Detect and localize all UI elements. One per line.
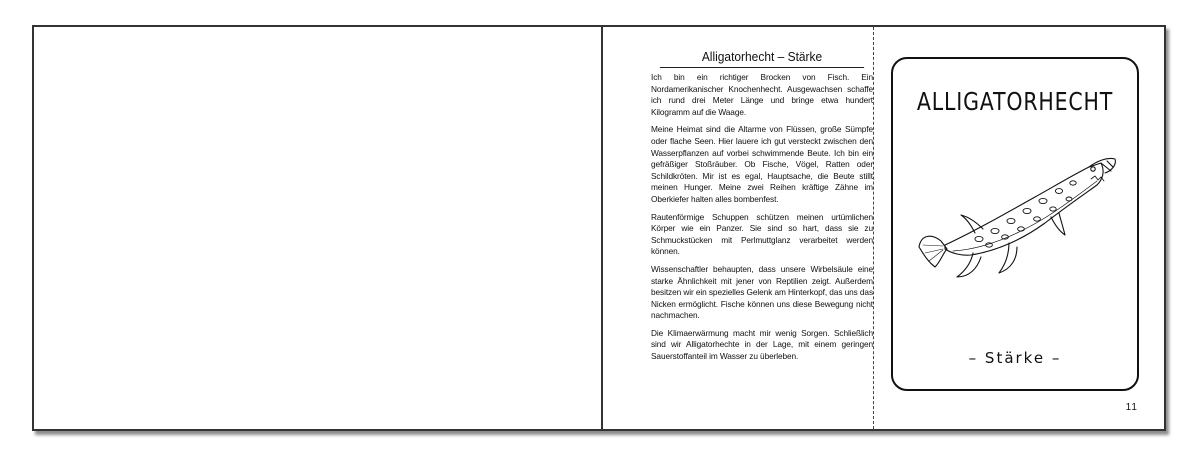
card-title: ALLIGATORHECHT xyxy=(916,87,1114,116)
article-paragraph: Meine Heimat sind die Altarme von Flüssen, große Sümpfe oder flache Seen. Hier lauere ich gut versteckt zwischen den Wasserpflanzen auf vorbei schwimmende Beute. Ich bin ein gefräßiger Stoßräuber. Ob Fische, Vögel, Ratten oder Schildkröten. Mir ist es egal, Hauptsache, die Beute stillt meinen Hunger. Meine zwei Reihen kräftige Zähne im Oberkiefer halten alles bombenfest. xyxy=(651,124,873,204)
open-book xyxy=(32,25,1166,431)
left-page-blank xyxy=(34,27,601,429)
article-paragraph: Die Klimaerwärmung macht mir wenig Sorgen. Schließlich sind wir Alligatorhechte in der Lage, mit einem geringen Sauerstoffanteil im Wasser zu überleben. xyxy=(651,327,873,362)
alligator-gar-illustration xyxy=(913,149,1121,309)
article-paragraph: Rautenförmige Schuppen schützen meinen urtümlichen Körper wie ein Panzer. Sie sind so hart, dass sie zu Schmuckstücken mit Perlmuttglanz verarbeitet werden können. xyxy=(651,211,873,257)
right-page xyxy=(603,27,1164,429)
dashed-cut-line xyxy=(873,27,874,429)
article-paragraph: Wissenschaftler behaupten, dass unsere Wirbelsäule eine starke Ähnlichkeit mit jener von Reptilien zeigt. Außerdem besitzen wir ein spezielles Gelenk am Hinterkopf, das uns das Nicken ermöglicht. Fische können uns diese Bewegung nicht nachmachen. xyxy=(651,263,873,321)
article-column xyxy=(651,49,873,369)
article-title: Alligatorhecht – Stärke xyxy=(660,49,864,68)
page-number: 11 xyxy=(1125,402,1138,413)
animal-card xyxy=(891,57,1139,391)
card-label: – Stärke – xyxy=(968,349,1062,367)
article-paragraph: Ich bin ein richtiger Brocken von Fisch. Ein Nordamerikanischer Knochenhecht. Ausgewachsen schaffe ich rund drei Meter Länge und bringe etwa hundert Kilogramm auf die Waage. xyxy=(651,72,873,117)
